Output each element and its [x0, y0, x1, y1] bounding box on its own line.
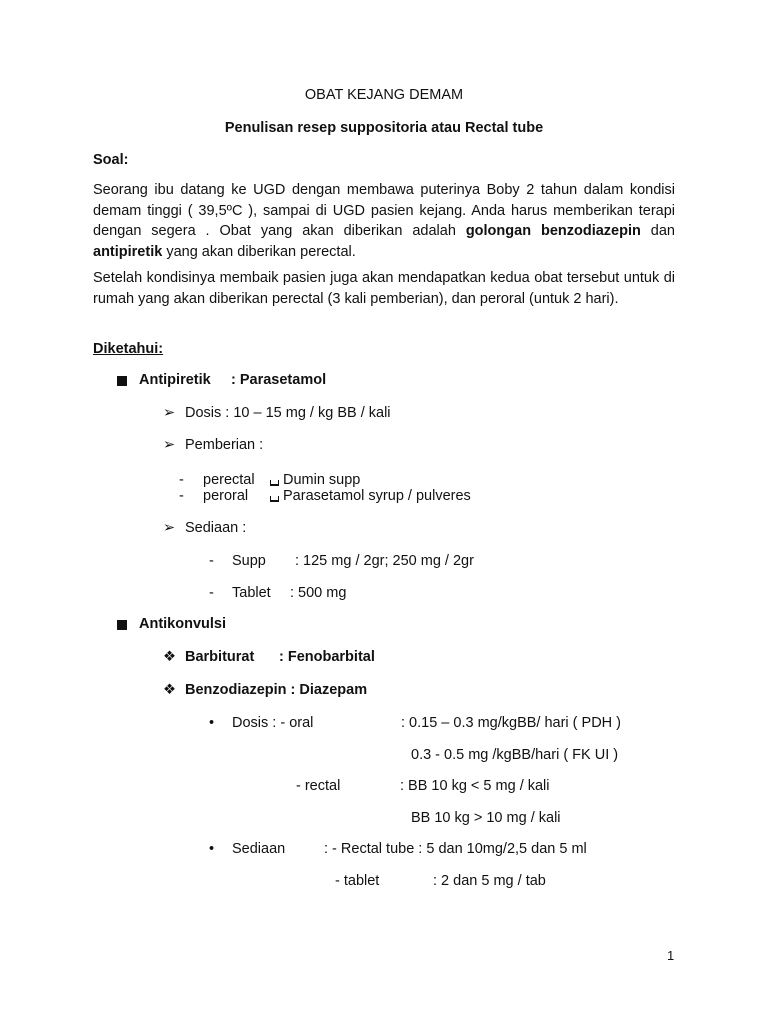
peroral-value-row [270, 488, 471, 504]
sediaan-tablet-label: - tablet [335, 873, 380, 889]
dash-bullet: - [179, 472, 184, 488]
arrow-bullet-icon: ➢ [163, 520, 176, 536]
antipiretik-label: Antipiretik [139, 372, 211, 388]
dot-bullet-icon: • [209, 715, 215, 731]
document-title: OBAT KEJANG DEMAM [304, 87, 464, 103]
oral-dose-2: 0.3 - 0.5 mg /kgBB/hari ( FK UI ) [411, 747, 619, 763]
supp-value: : 125 mg / 2gr; 250 mg / 2gr [295, 553, 474, 569]
peroral-value: Parasetamol syrup / pulveres [283, 488, 471, 504]
antikonvulsi-label: Antikonvulsi [139, 616, 227, 632]
perectal-label: perectal [203, 472, 255, 488]
dot-bullet-icon: • [209, 841, 215, 857]
oral-dose-1: : 0.15 – 0.3 mg/kgBB/ hari ( PDH ) [401, 715, 622, 731]
perectal-value-row [270, 472, 360, 488]
dash-bullet: - [179, 488, 184, 504]
small-box-icon [270, 496, 279, 502]
rectal-dose-1: : BB 10 kg < 5 mg / kali [400, 778, 550, 794]
small-box-icon [270, 480, 279, 486]
sediaan-rectal-tube: : - Rectal tube : 5 dan 10mg/2,5 dan 5 ml [324, 841, 587, 857]
sediaan-label: Sediaan [232, 841, 286, 857]
supp-label: Supp [232, 553, 266, 569]
dash-bullet: - [209, 553, 214, 569]
barbiturat-label: Barbiturat [185, 649, 255, 665]
benzodiazepin-heading: Benzodiazepin : Diazepam [185, 682, 368, 698]
tablet-label: Tablet [232, 585, 271, 601]
square-bullet-icon [117, 376, 127, 386]
peroral-label: peroral [203, 488, 249, 504]
dosis-oral-label: Dosis : - oral [232, 715, 314, 731]
page-number: 1 [667, 948, 675, 963]
rectal-dose-2: BB 10 kg > 10 mg / kali [411, 810, 561, 826]
antipiretik-sediaan: Sediaan : [185, 520, 247, 536]
diamond-bullet-icon: ❖ [163, 649, 176, 665]
barbiturat-value: : Fenobarbital [279, 649, 375, 665]
arrow-bullet-icon: ➢ [163, 437, 176, 453]
soal-heading: Soal: [93, 152, 129, 168]
antipiretik-value: : Parasetamol [231, 372, 327, 388]
soal-paragraph-2: Setelah kondisinya membaik pasien juga akan mendapatkan kedua obat tersebut untuk di rumah yang akan diberikan perectal (3 kali pemberian), dan peroral (untuk 2 hari). [93, 270, 675, 307]
antipiretik-dosis: Dosis : 10 – 15 mg / kg BB / kali [185, 405, 391, 421]
rectal-label: - rectal [296, 778, 341, 794]
perectal-value: Dumin supp [283, 472, 361, 488]
antipiretik-pemberian: Pemberian : [185, 437, 264, 453]
dash-bullet: - [209, 585, 214, 601]
square-bullet-icon [117, 620, 127, 630]
diamond-bullet-icon: ❖ [163, 682, 176, 698]
arrow-bullet-icon: ➢ [163, 405, 176, 421]
soal-paragraph-1: Seorang ibu datang ke UGD dengan membawa puterinya Boby 2 tahun dalam kondisi demam tinggi ( 39,5ºC ), sampai di UGD pasien kejang. Anda harus memberikan terapi dengan segera . Obat yang akan diberikan adalah golongan benzodiazepin dan antipiretik yang akan diberikan perectal. [93, 182, 675, 260]
sediaan-tablet-value: : 2 dan 5 mg / tab [433, 873, 546, 889]
document-subtitle: Penulisan resep suppositoria atau Rectal tube [224, 120, 544, 136]
diketahui-heading: Diketahui: [93, 341, 164, 357]
tablet-value: : 500 mg [290, 585, 347, 601]
